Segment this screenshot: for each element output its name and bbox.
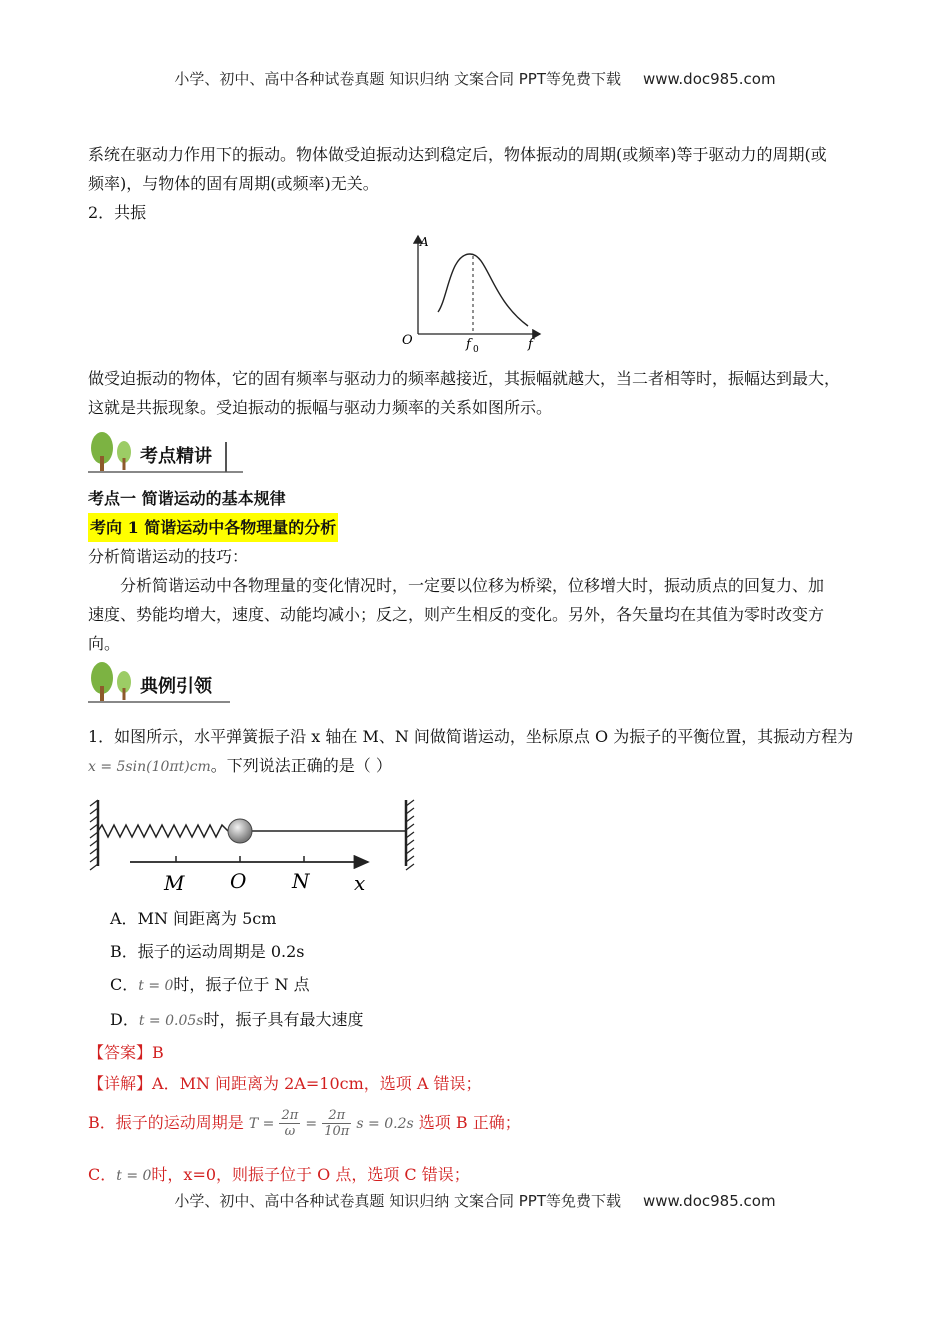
footer-text: 小学、初中、高中各种试卷真题 知识归纳 文案合同 PPT等免费下载 <box>174 1192 621 1210</box>
label-M: M <box>164 871 185 895</box>
section-content <box>88 484 878 658</box>
option-b[interactable] <box>110 939 305 962</box>
footer-url[interactable]: www.doc985.com <box>642 1192 776 1210</box>
question-equation: x = 5sin(10πt)cm <box>88 759 211 775</box>
tip-line-1: 分析简谐运动中各物理量的变化情况时，一定要以位移为桥梁，位移增大时，振动质点的回复力、加 <box>120 576 825 595</box>
answer-label: 【答案】B <box>88 1043 164 1062</box>
tip-line-3: 向。 <box>88 634 121 653</box>
detail-b-suffix: 选项 B 正确； <box>418 1113 521 1132</box>
option-letter: C． <box>110 975 139 994</box>
x-axis-label: f <box>528 337 533 352</box>
detail-a-text: A．MN 间距离为 2A=10cm，选项 A 错误； <box>152 1074 482 1093</box>
label-O: O <box>230 869 247 893</box>
option-text: MN 间距离为 5cm <box>137 909 277 928</box>
question-line-1: 1．如图所示，水平弹簧振子沿 x 轴在 M、N 间做简谐运动，坐标原点 O 为振子的平衡位置，其振动方程为 <box>88 727 854 746</box>
section-subheading: 考向 1 简谐运动中各物理量的分析 <box>88 513 338 542</box>
header-url[interactable]: www.doc985.com <box>642 70 776 88</box>
question-block <box>88 722 878 782</box>
detail-b-prefix: B．振子的运动周期是 <box>88 1113 244 1132</box>
tip-label: 分析简谐运动的技巧： <box>88 547 249 566</box>
origin-label: O <box>402 333 413 348</box>
spring <box>98 825 230 837</box>
question-line-2: 。下列说法正确的是（ ） <box>210 756 392 775</box>
option-a[interactable] <box>110 906 276 929</box>
detail-c-math: t = 0 <box>116 1168 152 1184</box>
section-banner-kaodian <box>88 430 248 476</box>
section-heading: 考点一 简谐运动的基本规律 <box>88 489 286 508</box>
section-banner-dianli <box>88 660 238 706</box>
banner-title: 考点精讲 <box>140 446 212 467</box>
resonance-desc-line-2: 这就是共振现象。受迫振动的振幅与驱动力频率的关系如图所示。 <box>88 398 553 417</box>
option-math: t = 0.05s <box>138 1013 204 1029</box>
option-letter: B． <box>110 942 138 961</box>
resonance-description <box>88 364 878 422</box>
detail-b-frac-2: $\frac{2\pi}{10\pi}$ <box>324 1108 350 1139</box>
detail-c-prefix: C． <box>88 1165 117 1184</box>
banner-title: 典例引领 <box>140 676 212 697</box>
option-d[interactable] <box>110 1007 363 1030</box>
detail-b-frac-1: $\frac{2\pi}{\omega}$ <box>281 1108 299 1139</box>
intro-paragraph <box>88 140 878 227</box>
intro-line-2: 频率)，与物体的固有周期(或频率)无关。 <box>88 174 379 193</box>
answer-detail-a <box>88 1071 482 1094</box>
oscillator-ball <box>228 819 252 843</box>
option-math: t = 0 <box>138 978 174 994</box>
tip-line-2: 速度、势能均增大，速度、动能均减小；反之，则产生相反的变化。另外，各矢量均在其值为零时改变方 <box>88 605 825 624</box>
detail-b-T: T = <box>248 1116 275 1132</box>
option-text: 时，振子具有最大速度 <box>203 1010 364 1029</box>
detail-b-tail: s = 0.2s <box>356 1116 414 1132</box>
page-header <box>0 68 950 89</box>
resonance-desc-line-1: 做受迫振动的物体，它的固有频率与驱动力的频率越接近，其振幅就越大，当二者相等时，振幅达到最大， <box>88 369 841 388</box>
option-letter: A． <box>110 909 138 928</box>
answer-detail-b: B．振子的运动周期是 T = $\frac{2\pi}{\omega}$ = $\frac{2\pi}{10\pi}$ s = 0.2s 选项 B 正确； <box>88 1108 521 1139</box>
header-text: 小学、初中、高中各种试卷真题 知识归纳 文案合同 PPT等免费下载 <box>174 70 621 88</box>
answer-detail-c <box>88 1162 470 1185</box>
detail-prefix: 【详解】 <box>88 1074 153 1093</box>
option-letter: D． <box>110 1010 139 1029</box>
option-text: 时，振子位于 N 点 <box>173 975 310 994</box>
intro-line-1: 系统在驱动力作用下的振动。物体做受迫振动达到稳定后，物体振动的周期(或频率)等于驱动力的周期(或 <box>88 145 827 164</box>
detail-c-suffix: 时，x=0，则振子位于 O 点，选项 C 错误； <box>151 1165 470 1184</box>
option-text: 振子的运动周期是 0.2s <box>137 942 305 961</box>
option-c[interactable] <box>110 972 310 995</box>
peak-frequency-label: f <box>466 337 471 352</box>
page-footer <box>0 1190 950 1211</box>
label-N: N <box>292 869 310 893</box>
spring-oscillator-figure <box>86 794 426 898</box>
resonance-curve <box>438 254 528 326</box>
resonance-curve-figure <box>398 228 548 358</box>
peak-frequency-subscript: 0 <box>473 345 479 355</box>
label-x: x <box>354 871 366 895</box>
resonance-heading: 2．共振 <box>88 203 147 222</box>
y-axis-label: A <box>420 235 429 249</box>
